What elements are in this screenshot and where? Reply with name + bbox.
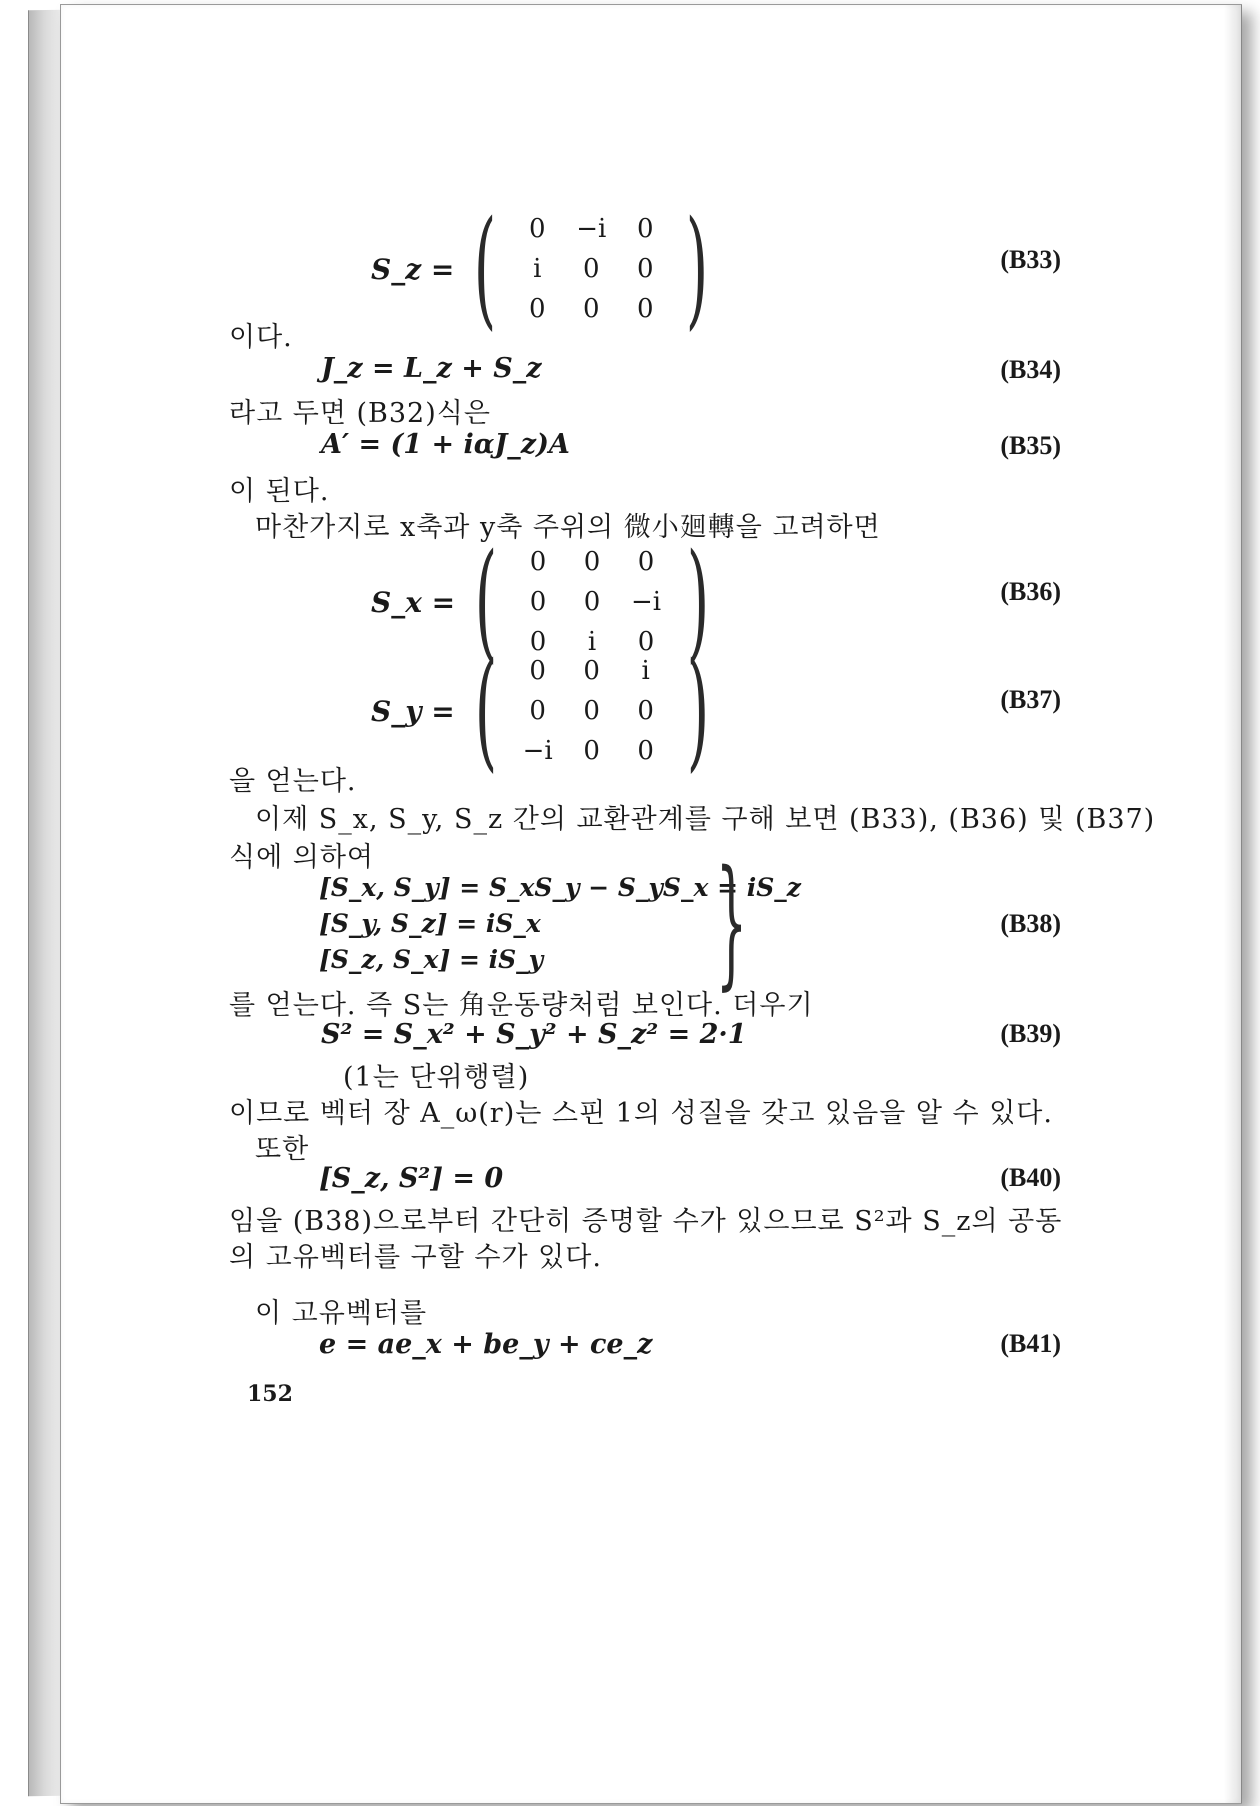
matrix-sz-label: S_z =	[371, 252, 455, 286]
right-paren: )	[686, 527, 710, 676]
text-line: 이다.	[229, 322, 293, 353]
text-line: 이므로 벡터 장 A_ω(r)는 스핀 1의 성질을 갖고 있음을 알 수 있다.	[229, 1098, 1053, 1129]
text-line: 이제 S_x, S_y, S_z 간의 교환관계를 구해 보면 (B33), (B36) 및 (B37)	[255, 804, 1156, 835]
matrix-cell: 0	[529, 627, 547, 657]
equation-b34: J_z = L_z + S_z	[321, 353, 542, 384]
matrix-sz	[371, 194, 722, 343]
matrix-cell: 0	[637, 736, 654, 766]
matrix-cell: 0	[529, 294, 546, 324]
equation-b40: [S_z, S²] = 0	[319, 1163, 504, 1194]
text-line: 마찬가지로 x축과 y축 주위의 微小廻轉을 고려하면	[255, 512, 881, 543]
text-line: (1는 단위행렬)	[343, 1062, 530, 1093]
matrix-cell: i	[533, 254, 542, 284]
right-paren: )	[686, 636, 709, 785]
equation-b38-line-3: [S_z, S_x] = iS_y	[319, 945, 544, 974]
matrix-sx-grid	[511, 545, 673, 659]
matrix-cell: 0	[637, 547, 655, 577]
text-line: 또한	[255, 1134, 310, 1165]
equation-number-b36: (B36)	[1000, 577, 1061, 606]
text-line: 임을 (B38)으로부터 간단히 증명할 수가 있으므로 S²과 S_z의 공동	[229, 1206, 1063, 1237]
matrix-cell: 0	[637, 627, 655, 657]
matrix-sz-grid	[510, 212, 672, 326]
matrix-cell: 0	[583, 656, 600, 686]
matrix-cell: 0	[583, 696, 600, 726]
book-page-stack-edge	[28, 10, 63, 1797]
matrix-sy-grid	[511, 654, 673, 768]
matrix-cell: 0	[583, 587, 601, 617]
matrix-cell: 0	[583, 294, 600, 324]
book-page	[60, 4, 1242, 1804]
text-line: 식에 의하여	[229, 842, 374, 873]
equation-b35: A′ = (1 + iαJ_z)A	[321, 429, 570, 460]
matrix-cell: 0	[529, 656, 546, 686]
left-paren: (	[474, 636, 497, 785]
matrix-cell: 0	[637, 696, 654, 726]
text-line: 를 얻는다. 즉 S는 角운동량처럼 보인다. 더우기	[229, 990, 814, 1021]
matrix-cell: 0	[583, 254, 600, 284]
equation-number-b34: (B34)	[1000, 355, 1061, 384]
matrix-cell: 0	[637, 254, 654, 284]
matrix-cell: i	[587, 627, 597, 657]
matrix-cell: i	[641, 656, 650, 686]
matrix-cell: −i	[631, 587, 662, 617]
matrix-cell: 0	[583, 547, 601, 577]
equation-b38-line-1: [S_x, S_y] = S_xS_y − S_yS_x = iS_z	[319, 873, 801, 902]
equation-number-b37: (B37)	[1000, 685, 1061, 714]
matrix-cell: 0	[637, 214, 654, 244]
equation-b39: S² = S_x² + S_y² + S_z² = 2·1	[321, 1019, 747, 1050]
equation-number-b40: (B40)	[1000, 1163, 1061, 1192]
page-number: 152	[247, 1381, 293, 1407]
equation-number-b35: (B35)	[1000, 431, 1061, 460]
matrix-cell: 0	[529, 587, 547, 617]
equation-number-b38: (B38)	[1000, 909, 1061, 938]
matrix-cell: 0	[583, 736, 600, 766]
text-line: 이 된다.	[229, 476, 330, 507]
matrix-cell: 0	[637, 294, 654, 324]
left-paren: (	[474, 527, 498, 676]
matrix-sy	[371, 636, 723, 785]
matrix-cell: −i	[576, 214, 607, 244]
matrix-cell: −i	[522, 736, 553, 766]
equation-number-b33: (B33)	[1000, 245, 1061, 274]
text-line: 라고 두면 (B32)식은	[229, 398, 491, 429]
text-line: 을 얻는다.	[229, 766, 357, 797]
left-paren: (	[474, 194, 497, 343]
matrix-sy-label: S_y =	[371, 694, 455, 728]
right-brace: }	[715, 841, 748, 1004]
equation-number-b41: (B41)	[1000, 1329, 1061, 1358]
equation-number-b39: (B39)	[1000, 1019, 1061, 1048]
text-line: 이 고유벡터를	[255, 1298, 428, 1329]
matrix-cell: 0	[529, 547, 547, 577]
matrix-sx-label: S_x =	[371, 585, 456, 619]
right-paren: )	[686, 194, 709, 343]
equation-b38-line-2: [S_y, S_z] = iS_x	[319, 909, 541, 938]
matrix-cell: 0	[529, 214, 546, 244]
equation-b41: e = ae_x + be_y + ce_z	[319, 1329, 653, 1360]
matrix-cell: 0	[529, 696, 546, 726]
text-line: 의 고유벡터를 구할 수가 있다.	[229, 1242, 602, 1273]
